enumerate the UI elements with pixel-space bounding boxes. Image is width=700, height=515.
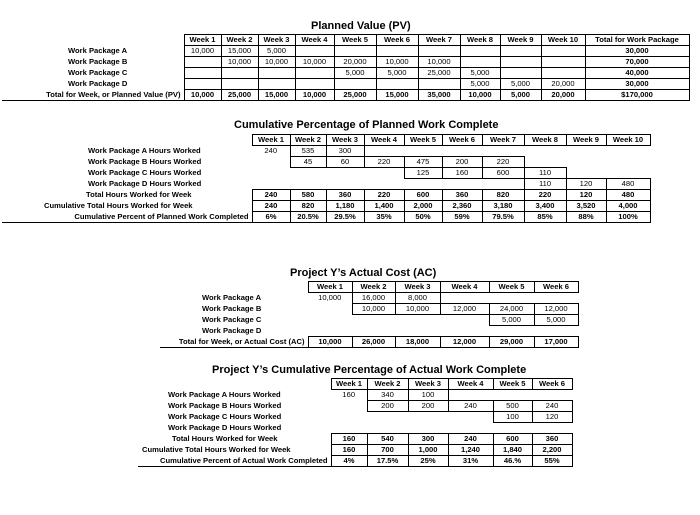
table-cell [500,68,541,79]
table-cell: 6% [252,212,290,223]
column-header: Week 3 [326,135,364,146]
table-cell: 15,000 [258,90,295,101]
table-cell: 480 [606,179,650,190]
table-cell: 160 [442,168,482,179]
table-cell: 59% [442,212,482,223]
table-cell: 10,000 [418,57,460,68]
table-cell [308,304,352,315]
table-row [160,293,578,304]
table-total-row [160,337,578,348]
table-cell [442,179,482,190]
table-cell: 600 [482,168,524,179]
row-label: Work Package D Hours Worked [88,179,202,188]
table-cell: 5,000 [500,90,541,101]
table-cell: 17.5% [367,456,408,467]
column-header: Week 10 [606,135,650,146]
column-header: Week 6 [534,282,578,293]
table-cell [489,326,534,337]
table-cell: 1,180 [326,201,364,212]
table-cell [184,57,221,68]
row-label: Work Package B [68,57,128,66]
table-cell [331,423,367,434]
table-cell: 2,200 [532,445,572,456]
table-cell: 5,000 [460,68,500,79]
table-cell: 820 [290,201,326,212]
table-cell: 12,000 [440,304,489,315]
table-cell [500,46,541,57]
table-cell: 10,000 [295,90,334,101]
table-cell: 35,000 [418,90,460,101]
table-cell: 600 [404,190,442,201]
table-cell [566,157,606,168]
column-header: Week 10 [541,35,585,46]
table-cell: 26,000 [352,337,395,348]
column-header: Week 3 [395,282,440,293]
table-cell: 25% [408,456,448,467]
column-header: Week 6 [376,35,418,46]
table-cell: 17,000 [534,337,578,348]
table-cell: 200 [442,157,482,168]
table-cell [352,326,395,337]
table-cell: 55% [532,456,572,467]
table-cell [460,46,500,57]
column-header: Week 1 [252,135,290,146]
table-cell: 820 [482,190,524,201]
table-cell [326,179,364,190]
table-cell: 340 [367,390,408,401]
table-cell: 4,000 [606,201,650,212]
row-label: Work Package C [68,68,128,77]
table-cell: 10,000 [184,46,221,57]
column-header: Week 4 [364,135,404,146]
table-row [2,46,689,57]
column-header: Week 5 [493,379,532,390]
table-cell: 12,000 [534,304,578,315]
column-header: Week 9 [500,35,541,46]
table-cell [376,46,418,57]
table-cell: 535 [290,146,326,157]
table-cell [606,157,650,168]
table-cell [404,146,442,157]
row-label: Work Package B Hours Worked [88,157,202,166]
table-row [2,190,650,201]
row-label: Work Package D Hours Worked [168,423,282,432]
table-cell [395,315,440,326]
actual-cost-title: Project Y’s Actual Cost (AC) [290,267,437,279]
table-cell [524,146,566,157]
table-cell: 540 [367,434,408,445]
row-label: Work Package A Hours Worked [88,146,201,155]
table-cell: 29.5% [326,212,364,223]
table-cell: 5,000 [489,315,534,326]
table-cell [308,315,352,326]
table-cell: 2,360 [442,201,482,212]
table-cell: 220 [482,157,524,168]
table-cell: 600 [493,434,532,445]
table-header-row [160,282,578,293]
table-cell: 120 [566,179,606,190]
table-cell: 160 [331,445,367,456]
row-label: Work Package C [202,315,262,324]
table-total-row [2,212,650,223]
column-header: Week 8 [460,35,500,46]
table-cell [221,68,258,79]
table-row [138,412,572,423]
table-row [2,157,650,168]
table-cell: 220 [524,190,566,201]
table-cell [376,79,418,90]
table-cell [541,46,585,57]
table-cell: 120 [566,190,606,201]
column-header: Week 3 [258,35,295,46]
table-cell: 240 [448,401,493,412]
table-cell: 20,000 [541,79,585,90]
table-row [2,179,650,190]
table-cell: 4% [331,456,367,467]
table-cell [482,179,524,190]
table-cell: 50% [404,212,442,223]
table-cell [367,423,408,434]
table-header-row [2,135,650,146]
table-cell: 240 [532,401,572,412]
table-cell [493,423,532,434]
column-header: Week 3 [408,379,448,390]
table-cell: 5,000 [334,68,376,79]
table-cell [252,157,290,168]
table-cell: 100 [408,390,448,401]
row-label: Work Package A Hours Worked [168,390,281,399]
table-cell: 110 [524,179,566,190]
table-cell: 8,000 [395,293,440,304]
table-cell: 1,400 [364,201,404,212]
table-cell: 3,400 [524,201,566,212]
table-cell: 5,000 [500,79,541,90]
column-header: Week 1 [184,35,221,46]
table-cell: 20,000 [541,90,585,101]
table-cell [221,79,258,90]
table-cell [541,57,585,68]
table-cell: 360 [326,190,364,201]
table-cell [418,79,460,90]
table-cell: 220 [364,157,404,168]
table-total-row [2,90,689,101]
table-cell [606,168,650,179]
column-header: Week 2 [367,379,408,390]
table-cell: 30,000 [585,79,689,90]
column-header: Week 6 [442,135,482,146]
row-label: Total for Week, or Planned Value (PV) [2,90,184,101]
table-cell: 240 [448,434,493,445]
table-cell: 10,000 [395,304,440,315]
column-header: Week 5 [334,35,376,46]
table-cell [367,412,408,423]
table-row [2,168,650,179]
column-header: Week 9 [566,135,606,146]
table-row [2,201,650,212]
table-cell: 46.% [493,456,532,467]
table-cell [500,57,541,68]
table-cell [331,401,367,412]
table-cell [334,46,376,57]
table-row [2,79,689,90]
table-cell: 15,000 [221,46,258,57]
table-cell: 5,000 [534,315,578,326]
table-cell: 3,180 [482,201,524,212]
table-cell: 480 [606,190,650,201]
row-label: Work Package B [202,304,262,313]
column-header: Week 5 [404,135,442,146]
table-cell: 45 [290,157,326,168]
table-row [138,401,572,412]
table-cell: 24,000 [489,304,534,315]
table-cell: 5,000 [460,79,500,90]
table-cell: 475 [404,157,442,168]
table-cell [524,157,566,168]
table-cell: 700 [367,445,408,456]
table-cell [440,293,489,304]
table-cell: 60 [326,157,364,168]
table-cell: 110 [524,168,566,179]
table-cell [408,412,448,423]
table-cell: 88% [566,212,606,223]
table-cell [442,146,482,157]
column-header: Week 6 [532,379,572,390]
table-cell [408,423,448,434]
table-cell: 220 [364,190,404,201]
table-cell [364,168,404,179]
table-cell: 100% [606,212,650,223]
table-cell [334,79,376,90]
table-cell [566,168,606,179]
row-label: Total for Week, or Actual Cost (AC) [160,337,308,348]
table-total-row [138,456,572,467]
column-header: Week 8 [524,135,566,146]
column-header: Week 2 [221,35,258,46]
table-cell: 3,520 [566,201,606,212]
table-cell: 580 [290,190,326,201]
column-header: Week 5 [489,282,534,293]
table-cell: 160 [342,390,356,400]
table-cell [184,79,221,90]
row-label: Total Hours Worked for Week [172,434,278,443]
column-header: Week 4 [448,379,493,390]
table-cell: 1,000 [408,445,448,456]
cumulative-actual-table [138,378,573,467]
actual-cost-table [160,281,579,348]
table-cell [541,68,585,79]
table-cell: 85% [524,212,566,223]
row-label: Total Hours Worked for Week [86,190,192,199]
column-header: Week 2 [352,282,395,293]
table-cell: 1,240 [448,445,493,456]
table-cell: 120 [532,412,572,423]
column-header: Week 1 [331,379,367,390]
table-cell [258,79,295,90]
row-label: Work Package C Hours Worked [168,412,282,421]
table-cell: 35% [364,212,404,223]
table-cell [534,293,578,304]
table-cell: 5,000 [376,68,418,79]
table-row [138,390,572,401]
table-cell [566,146,606,157]
table-cell: 360 [442,190,482,201]
table-cell: 2,000 [404,201,442,212]
column-header: Week 1 [308,282,352,293]
table-cell: 10,000 [352,304,395,315]
table-cell [606,146,650,157]
table-cell [395,326,440,337]
column-header: Week 4 [295,35,334,46]
table-cell: 25,000 [334,90,376,101]
row-label: Cumulative Total Hours Worked for Week [142,445,291,454]
table-cell: 31% [448,456,493,467]
table-cell: 10,000 [184,90,221,101]
table-cell: 10,000 [460,90,500,101]
table-cell [448,412,493,423]
column-header: Week 7 [418,35,460,46]
table-cell [418,46,460,57]
table-cell: 20.5% [290,212,326,223]
row-label: Work Package D [202,326,262,335]
table-cell [352,315,395,326]
table-cell: 500 [493,401,532,412]
table-cell: 30,000 [585,46,689,57]
table-cell [404,179,442,190]
table-header-row [138,379,572,390]
planned-value-table [2,34,690,101]
table-cell: 240 [252,201,290,212]
table-cell [290,168,326,179]
column-header: Week 7 [482,135,524,146]
table-row [2,146,650,157]
table-cell: 40,000 [585,68,689,79]
table-row [138,434,572,445]
table-cell: 29,000 [489,337,534,348]
planned-value-title: Planned Value (PV) [311,20,411,32]
table-cell [295,68,334,79]
table-cell [534,326,578,337]
row-label: Work Package C Hours Worked [88,168,202,177]
column-header: Week 4 [440,282,489,293]
table-cell: 25,000 [418,68,460,79]
table-cell [448,423,493,434]
table-row [2,68,689,79]
table-cell: 79.5% [482,212,524,223]
table-cell [489,293,534,304]
table-cell: 300 [326,146,364,157]
table-cell: 15,000 [376,90,418,101]
table-header-row [2,35,689,46]
table-cell [184,68,221,79]
table-cell: 12,000 [440,337,489,348]
table-row [2,57,689,68]
table-cell: 100 [493,412,532,423]
table-cell [295,79,334,90]
table-cell: 10,000 [221,57,258,68]
table-cell: 25,000 [221,90,258,101]
table-cell: 5,000 [258,46,295,57]
table-cell: 10,000 [318,293,342,303]
table-cell: 10,000 [308,337,352,348]
row-label: Cumulative Percent of Planned Work Completed [2,212,252,223]
table-cell [493,390,532,401]
table-cell: 10,000 [258,57,295,68]
table-cell [364,146,404,157]
cumulative-planned-table [2,134,651,223]
column-header: Total for Work Package [585,35,689,46]
table-cell: 125 [404,168,442,179]
table-cell [331,412,367,423]
table-cell: 20,000 [334,57,376,68]
table-cell: 16,000 [352,293,395,304]
table-row [138,445,572,456]
table-cell: 70,000 [585,57,689,68]
table-cell [440,326,489,337]
table-cell [252,168,290,179]
table-row [160,326,578,337]
table-cell [532,390,572,401]
table-cell [295,46,334,57]
row-label: Work Package A [68,46,128,55]
cumulative-planned-title: Cumulative Percentage of Planned Work Complete [234,119,499,131]
table-cell [482,146,524,157]
row-label: Cumulative Percent of Actual Work Completed [138,456,331,467]
table-cell [448,390,493,401]
table-cell: 200 [408,401,448,412]
table-cell: 1,840 [493,445,532,456]
cumulative-actual-title: Project Y’s Cumulative Percentage of Actual Work Complete [212,364,527,376]
table-cell: 160 [331,434,367,445]
table-cell: 10,000 [376,57,418,68]
row-label: Work Package A [202,293,262,302]
table-cell [290,179,326,190]
row-label: Work Package D [68,79,128,88]
table-row [160,315,578,326]
table-row [138,423,572,434]
table-cell [440,315,489,326]
table-cell [364,179,404,190]
table-cell: 240 [264,146,278,156]
row-label: Cumulative Total Hours Worked for Week [44,201,193,210]
table-cell: $170,000 [585,90,689,101]
table-cell: 240 [252,190,290,201]
table-cell: 300 [408,434,448,445]
table-cell: 18,000 [395,337,440,348]
row-label: Work Package B Hours Worked [168,401,282,410]
table-cell [308,326,352,337]
column-header: Week 2 [290,135,326,146]
table-row [160,304,578,315]
table-cell [252,179,290,190]
table-cell: 360 [532,434,572,445]
table-cell [532,423,572,434]
table-cell: 200 [367,401,408,412]
table-cell: 10,000 [295,57,334,68]
table-cell [326,168,364,179]
table-cell [460,57,500,68]
table-cell [258,68,295,79]
